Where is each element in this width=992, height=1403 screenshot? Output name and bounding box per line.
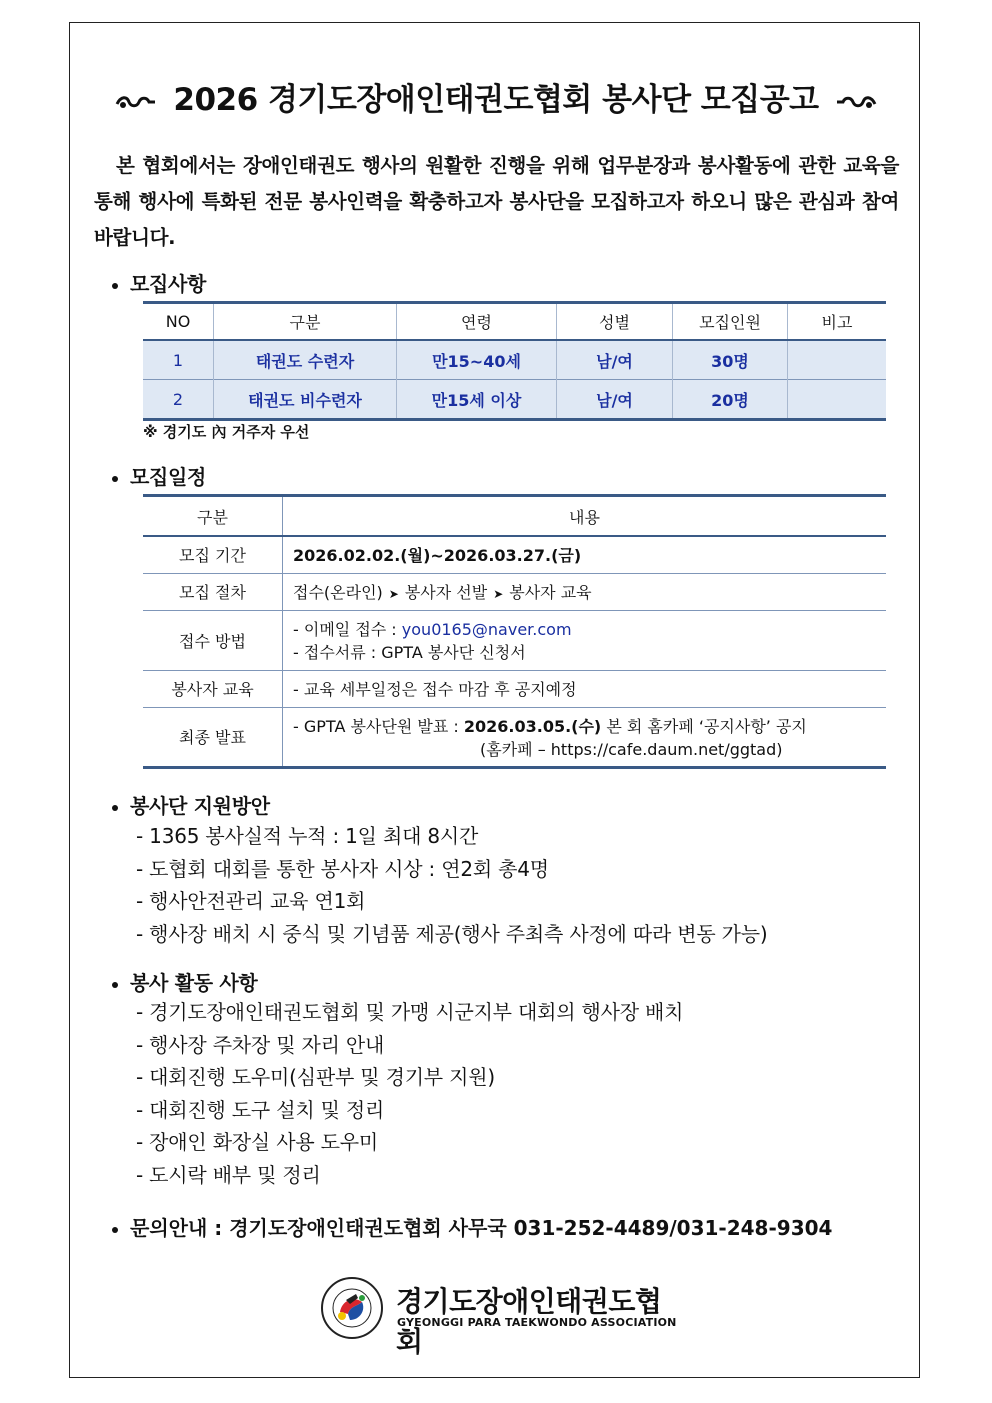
logo-name-en: GYEONGGI PARA TAEKWONDO ASSOCIATION xyxy=(397,1316,677,1329)
intro-text: 본 협회에서는 장애인태권도 행사의 원활한 진행을 위해 업무분장과 봉사활동에 관한 교육을 통해 행사에 특화된 전문 봉사인력을 확충하고자 봉사단을 모집하고자 하오니 많은 관심과 참여바랍니다. xyxy=(94,154,899,249)
row-gender: 남/여 xyxy=(557,340,673,380)
period-value: 2026.02.02.(월)~2026.03.27.(금) xyxy=(283,536,887,573)
method-label: 접수 방법 xyxy=(143,610,283,670)
col-category: 구분 xyxy=(143,496,283,537)
col-content: 내용 xyxy=(283,496,887,537)
row-remarks xyxy=(788,380,887,420)
table-row xyxy=(143,536,886,573)
intro-paragraph xyxy=(94,148,899,256)
announce-prefix: - GPTA 봉사단원 발표 : xyxy=(293,716,464,736)
procedure-step: 봉사자 교육 xyxy=(509,583,592,602)
table-row xyxy=(143,670,886,707)
announce-suffix: 본 회 홈카페 ‘공지사항’ 공지 xyxy=(601,716,807,736)
contact-info xyxy=(112,1212,832,1241)
col-remarks: 비고 xyxy=(788,303,887,341)
announce-label: 최종 발표 xyxy=(143,707,283,767)
bullet-icon xyxy=(112,805,118,811)
col-gender: 성별 xyxy=(557,303,673,341)
announce-value xyxy=(283,707,887,767)
section-activities-heading xyxy=(112,967,257,996)
bullet-icon xyxy=(112,982,118,988)
col-count: 모집인원 xyxy=(673,303,788,341)
section-support-title: 봉사단 지원방안 xyxy=(130,794,270,818)
table-row xyxy=(143,340,886,380)
method-email-prefix: - 이메일 접수 : xyxy=(293,620,402,639)
section-support-heading xyxy=(112,790,270,819)
section-recruit-heading xyxy=(112,268,206,297)
section-activities-title: 봉사 활동 사항 xyxy=(130,971,258,995)
procedure-step: 접수(온라인) xyxy=(293,583,383,602)
method-value xyxy=(283,610,887,670)
period-label: 모집 기간 xyxy=(143,536,283,573)
residence-note: ※ 경기도 內 거주자 우선 xyxy=(143,423,310,441)
list-item: - 경기도장애인태권도협회 및 가맹 시군지부 대회의 행사장 배치 xyxy=(136,1000,684,1024)
education-value: - 교육 세부일정은 접수 마감 후 공지예정 xyxy=(283,670,887,707)
education-label: 봉사자 교육 xyxy=(143,670,283,707)
cafe-link[interactable]: (홈카페 – https://cafe.daum.net/ggtad) xyxy=(480,739,783,759)
row-no: 2 xyxy=(143,380,214,420)
row-count: 30명 xyxy=(673,340,788,380)
table-row xyxy=(143,610,886,670)
taekwondo-emblem-icon xyxy=(320,1276,384,1340)
section-recruit-title: 모집사항 xyxy=(130,272,207,296)
association-logo xyxy=(320,1276,680,1358)
row-count: 20명 xyxy=(673,380,788,420)
list-item: - 대회진행 도우미(심판부 및 경기부 지원) xyxy=(136,1065,495,1089)
table-row xyxy=(143,380,886,420)
arrow-right-icon: ➤ xyxy=(493,587,504,601)
contact-text: 문의안내 : 경기도장애인태권도협회 사무국 031-252-4489/031-248-9304 xyxy=(130,1216,833,1240)
col-age: 연령 xyxy=(397,303,557,341)
ornament-left-icon xyxy=(115,92,157,112)
list-item: - 행사안전관리 교육 연1회 xyxy=(136,889,366,913)
logo-name-ko: 경기도장애인태권도협회 xyxy=(396,1285,662,1358)
ornament-right-icon xyxy=(835,92,877,112)
row-no: 1 xyxy=(143,340,214,380)
row-remarks xyxy=(788,340,887,380)
schedule-table xyxy=(143,494,886,769)
list-item: - 행사장 배치 시 중식 및 기념품 제공(행사 주최측 사정에 따라 변동 가능) xyxy=(136,921,768,946)
table-row xyxy=(143,573,886,610)
bullet-icon xyxy=(112,476,118,482)
list-item: - 행사장 주차장 및 자리 안내 xyxy=(136,1032,385,1057)
email-link[interactable]: you0165@naver.com xyxy=(401,620,572,639)
announce-date: 2026.03.05.(수) xyxy=(463,716,602,736)
schedule-table-header xyxy=(143,496,886,537)
col-no: NO xyxy=(143,303,214,341)
arrow-right-icon: ➤ xyxy=(388,587,399,601)
list-item: - 1365 봉사실적 누적 : 1일 최대 8시간 xyxy=(136,824,479,848)
row-gender: 남/여 xyxy=(557,380,673,420)
list-item: - 장애인 화장실 사용 도우미 xyxy=(136,1130,378,1154)
row-category: 태권도 수련자 xyxy=(214,340,397,380)
recruit-table-header xyxy=(143,303,886,341)
bullet-icon xyxy=(112,1227,118,1233)
activities-list xyxy=(136,996,683,1191)
procedure-step: 봉사자 선발 xyxy=(404,583,488,602)
list-item: - 도시락 배부 및 정리 xyxy=(136,1162,321,1187)
row-age: 만15~40세 xyxy=(397,340,557,380)
procedure-label: 모집 절차 xyxy=(143,573,283,610)
page-title xyxy=(0,74,992,119)
table-row xyxy=(143,707,886,767)
bullet-icon xyxy=(112,283,118,289)
recruit-table xyxy=(143,301,886,421)
procedure-value xyxy=(283,573,887,610)
method-docs: - 접수서류 : GPTA 봉사단 신청서 xyxy=(293,643,526,662)
section-schedule-heading xyxy=(112,461,206,490)
row-age: 만15세 이상 xyxy=(397,380,557,420)
list-item: - 대회진행 도구 설치 및 정리 xyxy=(136,1097,385,1122)
title-text: 2026 경기도장애인태권도협회 봉사단 모집공고 xyxy=(173,82,819,118)
support-list xyxy=(136,820,767,950)
row-category: 태권도 비수련자 xyxy=(214,380,397,420)
list-item: - 도협회 대회를 통한 봉사자 시상 : 연2회 총4명 xyxy=(136,856,549,881)
section-schedule-title: 모집일정 xyxy=(130,465,207,489)
col-category: 구분 xyxy=(214,303,397,341)
